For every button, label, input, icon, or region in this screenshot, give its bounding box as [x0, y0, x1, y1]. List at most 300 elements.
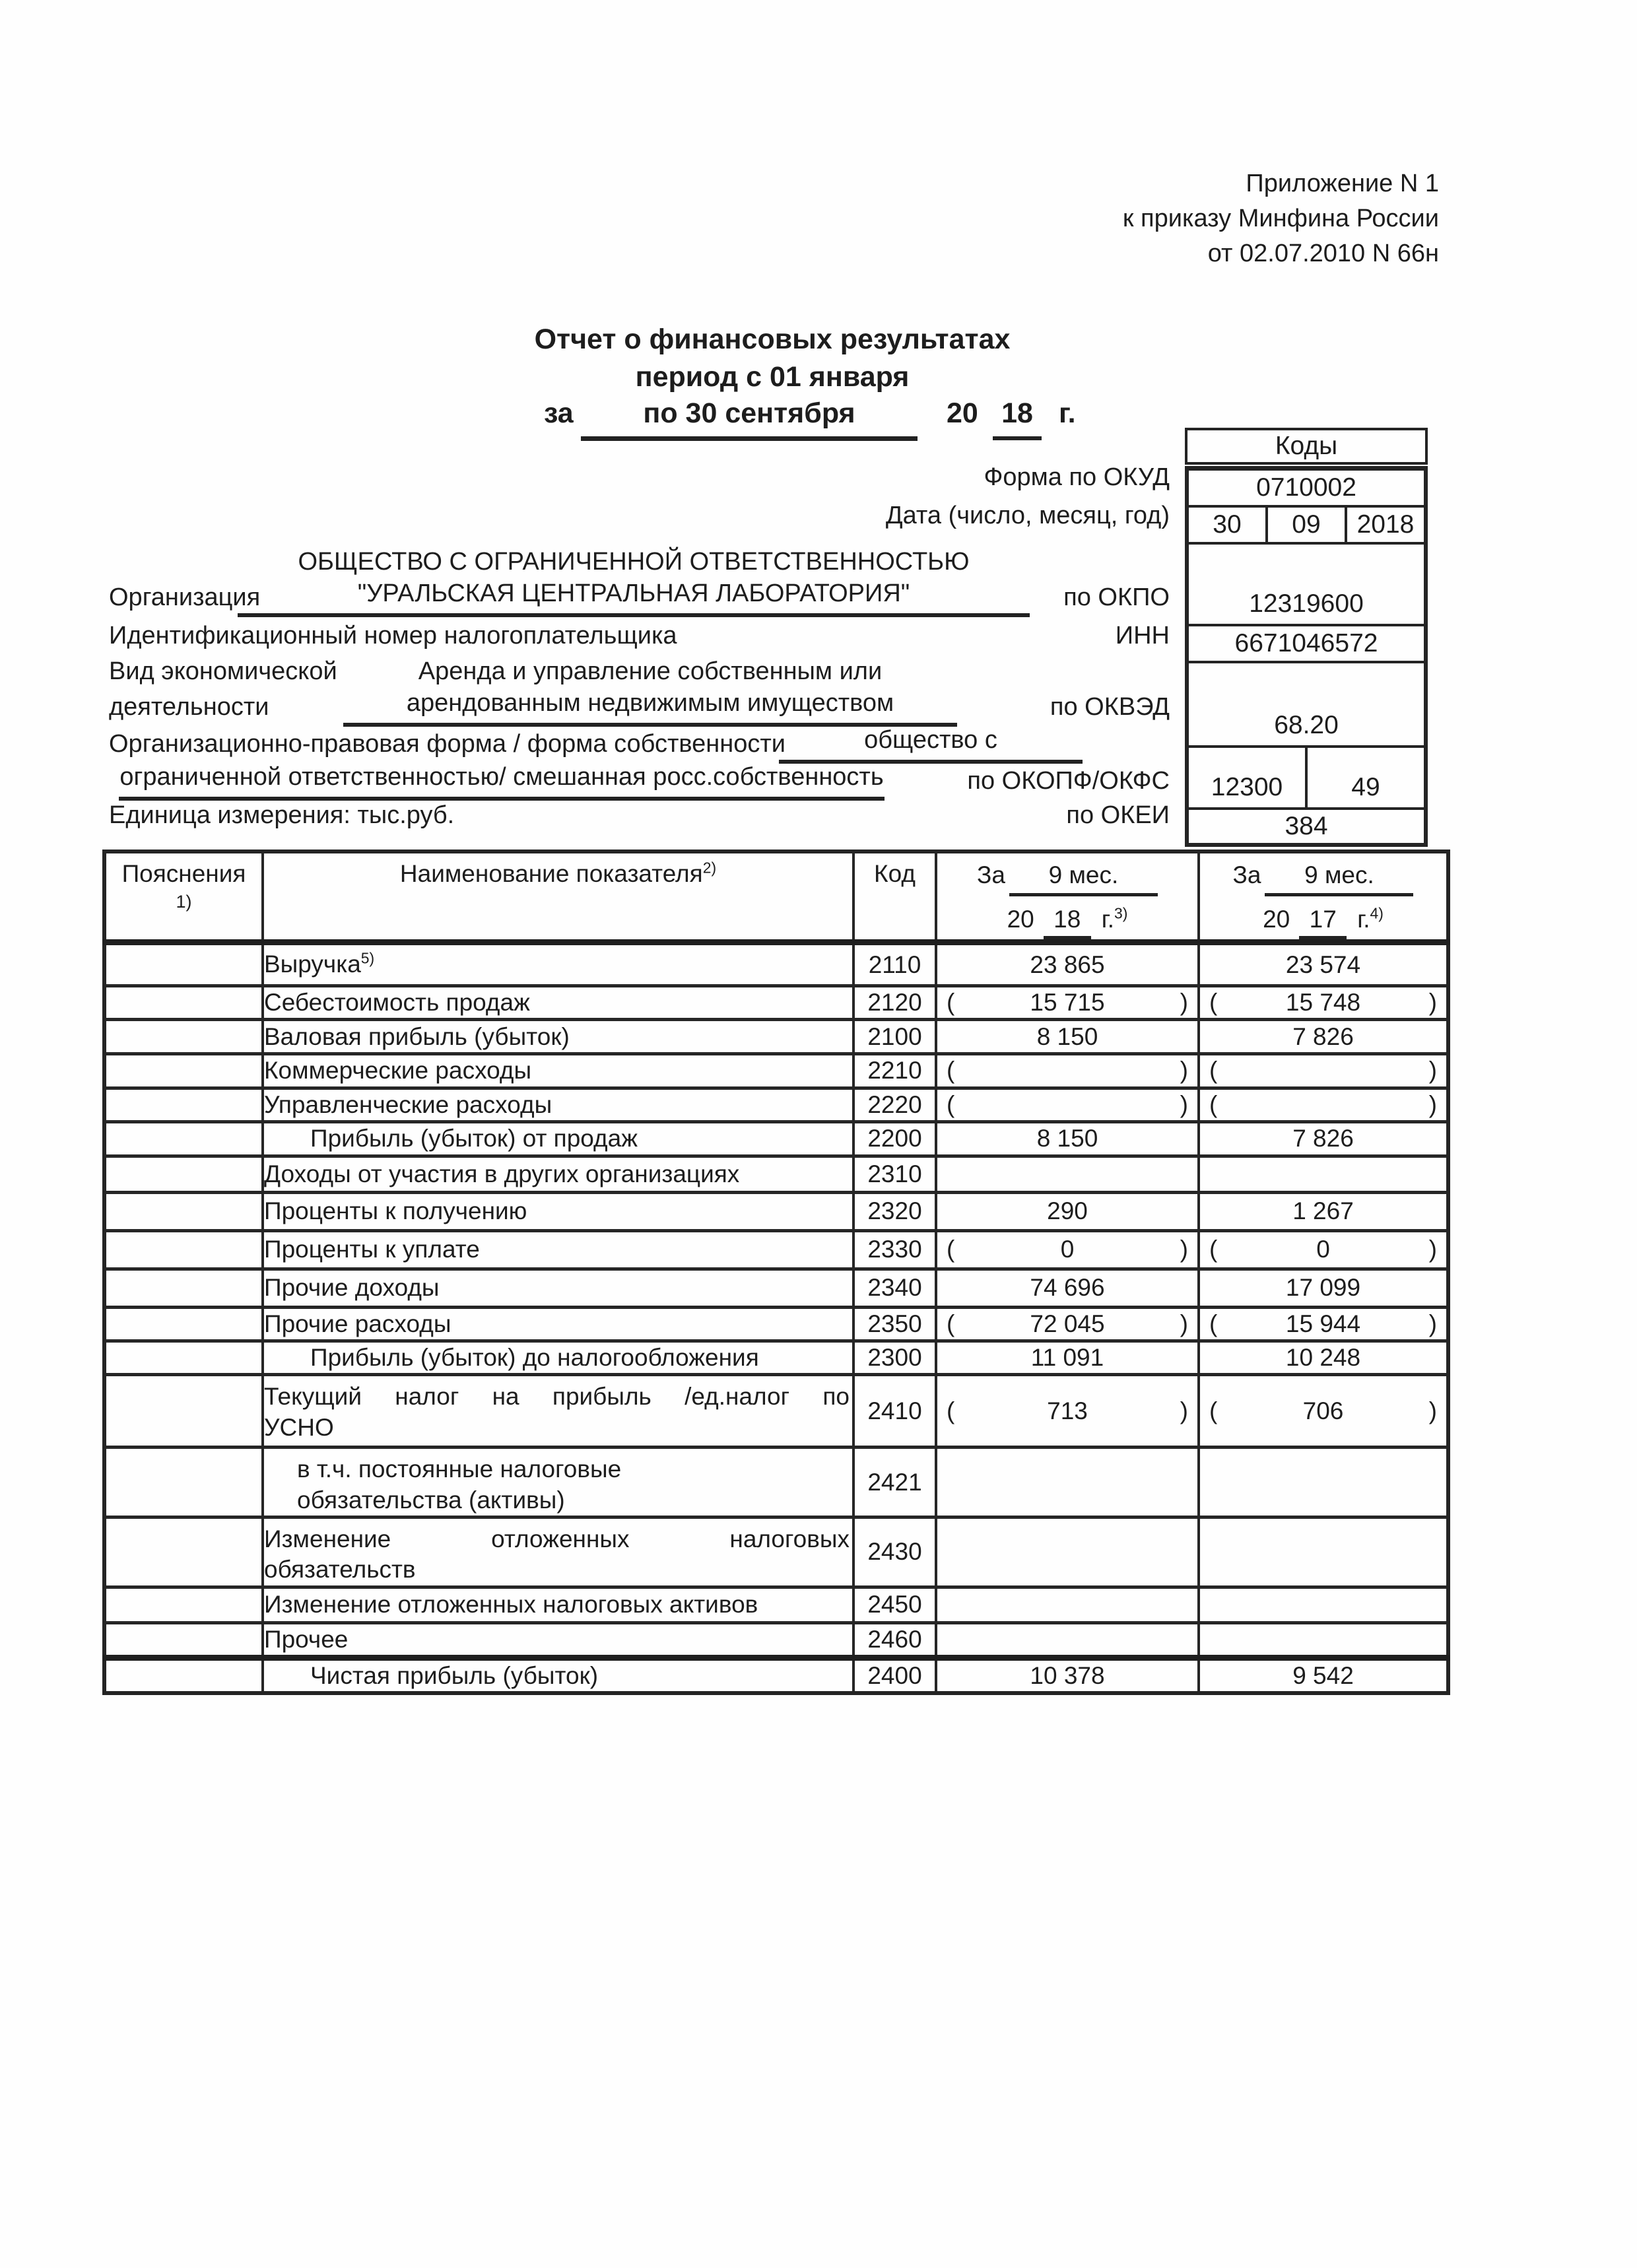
row-code-cell: 2110 [853, 943, 936, 986]
table-row [104, 1054, 1448, 1088]
row-label-cell [263, 1230, 853, 1269]
value-wrap [937, 1310, 1197, 1338]
date-month-cell: 09 [1265, 508, 1345, 542]
table-row [104, 1020, 1448, 1054]
explanations-header-cell [104, 851, 263, 943]
row-label-cell [263, 1121, 853, 1156]
row-value-2017-cell [1199, 1517, 1448, 1587]
row-label: Управленческие расходы [264, 1090, 552, 1118]
table-row [104, 1658, 1448, 1694]
close-paren [1430, 1197, 1437, 1225]
table-row [104, 986, 1448, 1020]
okud-code-cell: 0710002 [1189, 471, 1424, 508]
row-label-cell [263, 1517, 853, 1587]
open-paren: ( [947, 1310, 955, 1337]
row-value-2017-cell [1199, 943, 1448, 986]
row-label-cell [263, 1156, 853, 1192]
open-paren [1209, 1591, 1216, 1618]
close-paren [1430, 951, 1437, 979]
appendix-line-3: от 02.07.2010 N 66н [1207, 240, 1439, 267]
row-value-2017-cell [1199, 1020, 1448, 1054]
value-text: 9 542 [1292, 1662, 1354, 1690]
row-code-cell: 2421 [853, 1448, 936, 1518]
row-label-cell [263, 1020, 853, 1054]
close-paren [1182, 1023, 1188, 1051]
codes-main-box [1185, 466, 1428, 847]
close-paren [1430, 1538, 1437, 1566]
row-label: Себестоимость продаж [264, 989, 530, 1016]
row-value-2018-cell [936, 1054, 1199, 1088]
row-value-2017-cell [1199, 1307, 1448, 1341]
value-text: 7 826 [1292, 1125, 1354, 1152]
close-paren [1182, 1125, 1188, 1152]
row-label: Прочее [264, 1625, 349, 1653]
open-paren [947, 1197, 953, 1225]
table-row [104, 1088, 1448, 1121]
row-value-2018-cell [936, 1230, 1199, 1269]
unit-label: Единица измерения: тыс.руб. [109, 801, 455, 829]
appendix-line-2: к приказу Минфина России [1122, 205, 1439, 232]
value-wrap [937, 1236, 1197, 1263]
value-text: 8 150 [1036, 1125, 1098, 1152]
row-label-cell [263, 1658, 853, 1694]
value-text: 11 091 [1030, 1344, 1104, 1372]
period-2018-header-cell [936, 851, 1199, 943]
explanations-cell [104, 943, 263, 986]
close-paren [1182, 1662, 1188, 1690]
close-paren [1182, 951, 1188, 979]
value-wrap [937, 1160, 1197, 1188]
value-text: 713 [1047, 1397, 1088, 1424]
close-paren [1182, 1160, 1188, 1188]
row-label: Прибыль (убыток) от продаж [310, 1125, 638, 1152]
appendix-note [779, 166, 1439, 271]
value-text: 290 [1047, 1197, 1088, 1225]
value-text: 1 267 [1292, 1197, 1354, 1225]
row-label-cell [263, 1375, 853, 1448]
row-label-line: УСНО [264, 1413, 334, 1441]
row-code-cell: 2100 [853, 1020, 936, 1054]
row-value-2017-cell [1199, 1448, 1448, 1518]
row-value-2018-cell [936, 1020, 1199, 1054]
activity-value-line-2: арендованным недвижимым имуществом [343, 689, 957, 727]
okved-side-label: по ОКВЭД [1050, 693, 1170, 721]
row-label: Коммерческие расходы [264, 1057, 532, 1084]
row-value-2018-cell [936, 1375, 1199, 1448]
row-label-line: обязательств [264, 1556, 416, 1583]
close-paren: ) [1428, 1397, 1437, 1424]
row-value-2017-cell [1199, 986, 1448, 1020]
inn-field-label: Идентификационный номер налогоплательщика [109, 622, 677, 650]
row-code-cell: 2340 [853, 1269, 936, 1307]
activity-value-line-1: Аренда и управление собственным или [418, 657, 883, 685]
results-table-header [104, 851, 1448, 943]
open-paren [947, 1125, 953, 1152]
explanations-cell [104, 1269, 263, 1307]
value-wrap [1200, 1469, 1446, 1496]
okfs-code-cell: 49 [1305, 748, 1424, 807]
row-code-cell: 2300 [853, 1341, 936, 1375]
value-wrap [1200, 1591, 1446, 1618]
row-label: Прибыль (убыток) до налогообложения [310, 1344, 759, 1371]
row-value-2018-cell [936, 1658, 1199, 1694]
row-label: Доходы от участия в других организациях [264, 1160, 740, 1187]
value-text: 17 099 [1285, 1274, 1361, 1302]
row-code-cell: 2310 [853, 1156, 936, 1192]
value-wrap [937, 1538, 1197, 1566]
close-paren: ) [1428, 1090, 1437, 1118]
open-paren [947, 1344, 953, 1372]
report-title-line-1: Отчет о финансовых результатах [534, 323, 1011, 355]
explanations-cell [104, 1517, 263, 1587]
row-code-cell: 2450 [853, 1587, 936, 1622]
row-code-cell: 2350 [853, 1307, 936, 1341]
opf-label: Организационно-правовая форма / форма собственности [109, 730, 786, 758]
explanations-cell [104, 1230, 263, 1269]
open-paren [1209, 1469, 1216, 1496]
explanations-header-label: Пояснения [121, 860, 246, 887]
okpo-side-label: по ОКПО [1063, 584, 1170, 611]
row-label-cell [263, 1054, 853, 1088]
close-paren: ) [1428, 989, 1437, 1017]
period-2017-months: 9 мес. [1265, 861, 1413, 896]
period-2018-year-prefix: 20 [1007, 906, 1034, 933]
open-paren [947, 951, 953, 979]
value-wrap [1200, 1125, 1446, 1152]
period-2017-year-suffix: г. [1357, 906, 1370, 933]
open-paren: ( [1209, 1236, 1218, 1263]
row-label-sup: 5) [360, 950, 375, 968]
open-paren [1209, 1160, 1216, 1188]
okopf-side-label: по ОКОПФ/ОКФС [967, 767, 1170, 795]
row-label: Изменение отложенных налоговых активов [264, 1591, 758, 1618]
open-paren [1209, 1274, 1216, 1302]
open-paren: ( [947, 1090, 955, 1118]
row-code-cell: 2120 [853, 986, 936, 1020]
close-paren: ) [1180, 1397, 1188, 1424]
value-wrap [1200, 1091, 1446, 1119]
value-text: 23 574 [1285, 951, 1361, 978]
value-wrap [937, 1091, 1197, 1119]
close-paren [1182, 1538, 1188, 1566]
close-paren [1430, 1160, 1437, 1188]
close-paren [1182, 1591, 1188, 1618]
table-row [104, 1448, 1448, 1518]
row-value-2018-cell [936, 943, 1199, 986]
okopf-code-cell: 12300 [1211, 773, 1283, 801]
report-title [455, 321, 1089, 396]
row-code-cell: 2410 [853, 1375, 936, 1448]
row-label: Проценты к уплате [264, 1236, 480, 1263]
value-wrap [937, 1591, 1197, 1618]
period-2018-year: 18 [1044, 906, 1091, 939]
row-label: Выручка [264, 951, 361, 978]
table-row [104, 1230, 1448, 1269]
period-2018-year-suffix: г. [1101, 906, 1114, 933]
table-row [104, 1192, 1448, 1230]
value-text: 15 748 [1285, 989, 1361, 1017]
open-paren: ( [1209, 1397, 1218, 1424]
row-value-2018-cell [936, 1587, 1199, 1622]
open-paren [1209, 1344, 1216, 1372]
open-paren [1209, 1538, 1216, 1566]
table-row [104, 1622, 1448, 1657]
close-paren [1182, 1197, 1188, 1225]
row-code-cell: 2460 [853, 1622, 936, 1657]
open-paren [1209, 1197, 1216, 1225]
open-paren: ( [947, 1397, 955, 1424]
value-wrap [937, 1023, 1197, 1051]
row-code-cell: 2320 [853, 1192, 936, 1230]
date-form-label: Дата (число, месяц, год) [885, 502, 1170, 529]
indicator-name-header-cell [263, 851, 853, 943]
table-row [104, 1587, 1448, 1622]
opf-value-line-1: общество с [779, 726, 1083, 764]
row-value-2018-cell [936, 1269, 1199, 1307]
period-2017-sup: 4) [1370, 904, 1384, 922]
open-paren: ( [947, 1236, 955, 1263]
okpo-code-cell: 12319600 [1189, 545, 1424, 626]
close-paren [1430, 1662, 1437, 1690]
row-code-cell: 2200 [853, 1121, 936, 1156]
org-field-label: Организация [109, 584, 261, 611]
value-wrap [937, 989, 1197, 1017]
period-2017-za: За [1232, 861, 1261, 888]
row-label-cell [263, 1192, 853, 1230]
value-text: 0 [1316, 1236, 1330, 1263]
value-text: 0 [1060, 1236, 1075, 1263]
value-wrap [937, 1197, 1197, 1225]
explanations-cell [104, 1587, 263, 1622]
org-name-line-2: "УРАЛЬСКАЯ ЦЕНТРАЛЬНАЯ ЛАБОРАТОРИЯ" [238, 580, 1030, 617]
period-2018-za: За [977, 861, 1005, 888]
period-2017-year: 17 [1299, 906, 1347, 939]
period-year-value: 18 [993, 397, 1042, 440]
row-label: Прочие доходы [264, 1274, 440, 1302]
open-paren [947, 1023, 953, 1051]
close-paren [1430, 1023, 1437, 1051]
value-wrap [1200, 1236, 1446, 1263]
value-wrap [1200, 1626, 1446, 1653]
period-2017-year-prefix: 20 [1263, 906, 1290, 933]
value-wrap [1200, 1310, 1446, 1338]
org-name-line-1: ОБЩЕСТВО С ОГРАНИЧЕННОЙ ОТВЕТСТВЕННОСТЬЮ [298, 548, 970, 576]
indicator-name-header-label: Наименование показателя [399, 860, 703, 887]
value-wrap [1200, 951, 1446, 979]
row-value-2018-cell [936, 1121, 1199, 1156]
explanations-cell [104, 1088, 263, 1121]
table-row [104, 1375, 1448, 1448]
open-paren: ( [1209, 1090, 1218, 1118]
value-wrap [1200, 1397, 1446, 1425]
value-wrap [937, 1057, 1197, 1084]
row-code-cell: 2400 [853, 1658, 936, 1694]
explanations-cell [104, 1341, 263, 1375]
table-row [104, 1269, 1448, 1307]
open-paren [947, 1662, 953, 1690]
table-row [104, 1156, 1448, 1192]
row-value-2017-cell [1199, 1375, 1448, 1448]
table-row [104, 1307, 1448, 1341]
okud-form-label: Форма по ОКУД [984, 463, 1170, 491]
close-paren: ) [1428, 1310, 1437, 1337]
okopf-okfs-code-row [1189, 748, 1424, 810]
close-paren: ) [1428, 1057, 1437, 1084]
row-value-2018-cell [936, 1307, 1199, 1341]
table-row [104, 943, 1448, 986]
activity-label-line-2: деятельности [109, 693, 269, 721]
explanations-cell [104, 1192, 263, 1230]
value-wrap [1200, 1057, 1446, 1084]
row-code-cell: 2210 [853, 1054, 936, 1088]
row-label-cell [263, 1269, 853, 1307]
opf-value-line-2: ограниченной ответственностью/ смешанная росс.собственность [119, 763, 885, 801]
codes-header-cell: Коды [1185, 428, 1428, 465]
open-paren: ( [1209, 989, 1218, 1017]
value-text: 7 826 [1292, 1022, 1354, 1050]
open-paren: ( [1209, 1310, 1218, 1337]
okei-code-cell: 384 [1285, 812, 1328, 840]
row-label-line: в т.ч. постоянные налоговые [297, 1455, 622, 1483]
row-label-cell [263, 1448, 853, 1518]
close-paren: ) [1428, 1236, 1437, 1263]
row-value-2017-cell [1199, 1192, 1448, 1230]
row-value-2017-cell [1199, 1230, 1448, 1269]
row-value-2017-cell [1199, 1269, 1448, 1307]
row-value-2017-cell [1199, 1121, 1448, 1156]
open-paren: ( [947, 1057, 955, 1084]
row-label-line: обязательства (активы) [297, 1486, 565, 1514]
row-label-cell [263, 1307, 853, 1341]
explanations-cell [104, 1307, 263, 1341]
row-value-2018-cell [936, 1622, 1199, 1657]
close-paren: ) [1180, 989, 1188, 1017]
open-paren [947, 1469, 953, 1496]
close-paren [1182, 1469, 1188, 1496]
explanations-cell [104, 1156, 263, 1192]
row-code-cell: 2430 [853, 1517, 936, 1587]
value-text: 10 248 [1285, 1344, 1361, 1372]
value-text: 23 865 [1030, 951, 1105, 978]
value-wrap [937, 951, 1197, 979]
row-label-cell [263, 943, 853, 986]
value-wrap [1200, 1023, 1446, 1051]
close-paren [1430, 1125, 1437, 1152]
value-text: 10 378 [1030, 1662, 1105, 1690]
report-title-line-2: период с 01 января [635, 361, 910, 393]
explanations-cell [104, 1448, 263, 1518]
period-2017-header-cell [1199, 851, 1448, 943]
table-row [104, 1341, 1448, 1375]
value-wrap [937, 1662, 1197, 1690]
row-value-2018-cell [936, 1341, 1199, 1375]
row-label-cell [263, 986, 853, 1020]
inn-code-cell: 6671046572 [1189, 626, 1424, 663]
period-2018-months: 9 мес. [1009, 861, 1158, 896]
close-paren: ) [1180, 1236, 1188, 1263]
close-paren: ) [1180, 1090, 1188, 1118]
open-paren: ( [947, 989, 955, 1017]
date-day-cell: 30 [1213, 510, 1242, 539]
row-value-2018-cell [936, 1517, 1199, 1587]
value-wrap [1200, 1274, 1446, 1302]
open-paren [1209, 1662, 1216, 1690]
indicator-name-header-sup: 2) [702, 859, 717, 877]
explanations-cell [104, 986, 263, 1020]
okei-side-label: по ОКЕИ [1066, 801, 1170, 829]
value-text: 72 045 [1030, 1310, 1105, 1337]
close-paren [1430, 1626, 1437, 1653]
explanations-cell [104, 1121, 263, 1156]
value-wrap [1200, 1160, 1446, 1188]
row-value-2017-cell [1199, 1658, 1448, 1694]
row-value-2018-cell [936, 1192, 1199, 1230]
appendix-line-1: Приложение N 1 [1246, 170, 1439, 197]
period-year-prefix: 20 [947, 397, 978, 429]
explanations-cell [104, 1054, 263, 1088]
row-label-line: Изменение отложенных налоговых [264, 1525, 850, 1552]
close-paren [1430, 1274, 1437, 1302]
value-wrap [1200, 1197, 1446, 1225]
row-value-2018-cell [936, 1448, 1199, 1518]
value-text: 15 715 [1030, 989, 1105, 1017]
results-table-body [104, 943, 1448, 1694]
period-end-value: по 30 сентября [581, 397, 918, 441]
open-paren [1209, 1626, 1216, 1653]
date-code-row [1189, 508, 1424, 545]
row-label-cell [263, 1622, 853, 1657]
activity-label-line-1: Вид экономической [109, 657, 337, 685]
value-wrap [937, 1626, 1197, 1653]
row-code-cell: 2330 [853, 1230, 936, 1269]
okved-code-cell: 68.20 [1189, 663, 1424, 748]
open-paren [947, 1538, 953, 1566]
inn-side-label: ИНН [1115, 622, 1170, 650]
close-paren [1182, 1626, 1188, 1653]
row-value-2017-cell [1199, 1587, 1448, 1622]
explanations-cell [104, 1375, 263, 1448]
close-paren [1430, 1591, 1437, 1618]
close-paren [1182, 1274, 1188, 1302]
period-year-suffix: г. [1059, 397, 1076, 429]
code-header-cell: Код [853, 851, 936, 943]
close-paren [1182, 1344, 1188, 1372]
close-paren: ) [1180, 1310, 1188, 1337]
row-label-cell [263, 1587, 853, 1622]
report-period-line [540, 397, 1101, 457]
open-paren [1209, 951, 1216, 979]
table-row [104, 1121, 1448, 1156]
row-value-2018-cell [936, 1088, 1199, 1121]
open-paren [947, 1591, 953, 1618]
open-paren [947, 1626, 953, 1653]
row-value-2017-cell [1199, 1088, 1448, 1121]
row-code-cell: 2220 [853, 1088, 936, 1121]
close-paren: ) [1180, 1057, 1188, 1084]
close-paren [1430, 1469, 1437, 1496]
value-wrap [937, 1344, 1197, 1372]
value-wrap [937, 1397, 1197, 1425]
financial-results-table [102, 850, 1450, 1695]
value-wrap [937, 1125, 1197, 1152]
value-wrap [937, 1274, 1197, 1302]
value-wrap [937, 1469, 1197, 1496]
close-paren [1430, 1344, 1437, 1372]
row-value-2017-cell [1199, 1054, 1448, 1088]
open-paren [947, 1160, 953, 1188]
explanations-cell [104, 1658, 263, 1694]
period-2018-sup: 3) [1114, 904, 1128, 922]
